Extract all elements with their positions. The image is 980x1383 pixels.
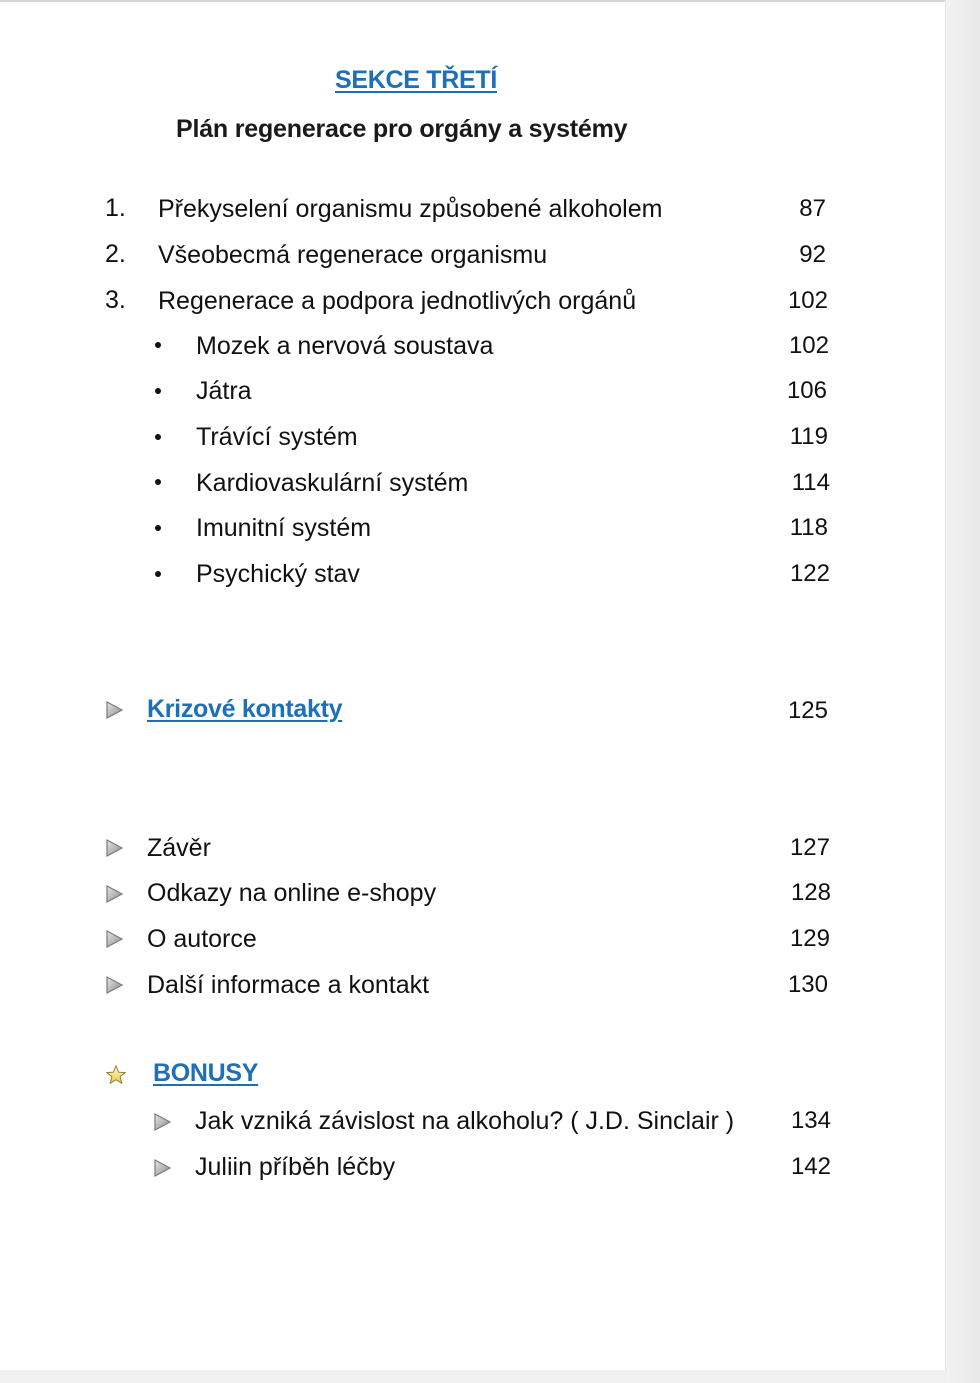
bullet-icon — [155, 434, 161, 440]
list-item-number: 3. — [105, 286, 126, 314]
triangle-arrow-icon — [105, 839, 123, 857]
toc-sub-entry-label[interactable]: Psychický stav — [196, 560, 360, 588]
triangle-arrow-icon — [105, 885, 123, 903]
triangle-arrow-icon — [153, 1159, 171, 1177]
toc-sub-entry-label[interactable]: Jak vzniká závislost na alkoholu? ( J.D. Sinclair ) — [195, 1107, 735, 1135]
toc-page-number: 106 — [786, 377, 827, 404]
list-item-number: 2. — [105, 240, 126, 268]
toc-page-number: 102 — [788, 332, 829, 359]
toc-entry-label[interactable]: Odkazy na online e-shopy — [147, 879, 437, 907]
page-right-margin — [945, 0, 980, 1383]
bullet-icon — [155, 525, 161, 531]
star-icon — [105, 1064, 127, 1086]
toc-entry-label[interactable]: Další informace a kontakt — [147, 971, 430, 999]
bullet-icon — [155, 571, 161, 577]
toc-sub-entry-label[interactable]: Kardiovaskulární systém — [196, 469, 469, 497]
toc-page-number: 122 — [789, 560, 830, 587]
toc-page-number: 119 — [789, 423, 828, 450]
toc-entry-label[interactable]: Regenerace a podpora jednotlivých orgánů — [158, 287, 637, 315]
bullet-icon — [155, 388, 161, 394]
bullet-icon — [155, 342, 161, 348]
section-subtitle: Plán regenerace pro orgány a systémy — [176, 115, 628, 143]
toc-page-number: 134 — [790, 1107, 831, 1134]
page-bottom-edge — [0, 1370, 946, 1383]
toc-page-number: 142 — [790, 1153, 831, 1180]
toc-page-number: 92 — [799, 241, 826, 268]
toc-sub-entry-label[interactable]: Mozek a nervová soustava — [196, 332, 494, 360]
page-top-edge — [0, 0, 980, 2]
toc-entry-label[interactable]: Všeobecmá regenerace organismu — [158, 241, 548, 269]
crisis-contacts-link[interactable]: Krizové kontakty — [147, 695, 343, 723]
list-item-number: 1. — [105, 194, 126, 222]
bonus-heading-link[interactable]: BONUSY — [153, 1059, 259, 1087]
triangle-arrow-icon — [105, 701, 123, 719]
toc-sub-entry-label[interactable]: Játra — [196, 377, 252, 405]
toc-page-number: 114 — [791, 469, 830, 496]
triangle-arrow-icon — [105, 930, 123, 948]
toc-entry-label[interactable]: O autorce — [147, 925, 257, 953]
bullet-icon — [155, 479, 161, 485]
toc-entry-label[interactable]: Závěr — [147, 834, 211, 862]
toc-page-number: 87 — [799, 195, 826, 222]
toc-sub-entry-label[interactable]: Trávící systém — [196, 423, 358, 451]
toc-page-number: 130 — [787, 971, 828, 998]
triangle-arrow-icon — [153, 1113, 171, 1131]
toc-page-number: 125 — [787, 697, 828, 724]
triangle-arrow-icon — [105, 976, 123, 994]
toc-page-number: 102 — [787, 287, 828, 314]
toc-page-number: 128 — [790, 879, 831, 906]
toc-page-number: 118 — [789, 514, 828, 541]
toc-page-number: 129 — [789, 925, 830, 952]
section-heading[interactable]: SEKCE TŘETÍ — [335, 66, 497, 94]
toc-page-number: 127 — [789, 834, 830, 861]
toc-sub-entry-label[interactable]: Imunitní systém — [196, 514, 372, 542]
toc-sub-entry-label[interactable]: Juliin příběh léčby — [195, 1153, 396, 1181]
toc-entry-label[interactable]: Překyselení organismu způsobené alkoholem — [158, 195, 663, 223]
